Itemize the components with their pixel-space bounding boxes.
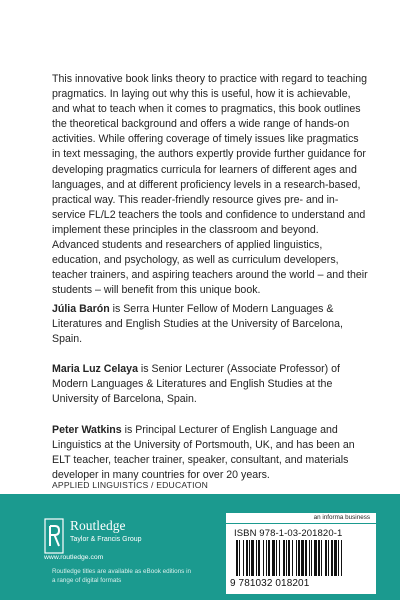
subject-category: APPLIED LINGUISTICS / EDUCATION [52, 480, 208, 490]
author-bio [52, 362, 368, 407]
author-bio [52, 423, 368, 483]
barcode-icon [234, 540, 370, 578]
book-description: This innovative book links theory to practice with regard to teaching pragmatics. In laying out why this is useful, how it is achievable, and what to teach when it comes to pragmatics, this book outlines the theoretical background and offers a wide range of hands-on activities. While offering coverage of timely issues like pragmatics in text messaging, the authors expertly provide further guidance for developing pragmatics curricula for learners of different ages and languages, and at different proficiency levels in a research-based, practical way. This reader-friendly resource gives pre- and in-service FL/L2 teachers the tools and confidence to understand and implement these principles in the classroom and beyond. Advanced students and researchers of applied linguistics, education, and psychology, as well as curriculum developers, teacher trainers, and aspiring teachers around the world – and their students – will benefit from this unique book. [52, 73, 368, 297]
barcode-digits: 9 781032 018201 [230, 578, 310, 589]
author-bios [52, 302, 368, 498]
publisher-name: Routledge [70, 518, 126, 533]
publisher-url[interactable]: www.routledge.com [44, 554, 104, 561]
description-block [52, 72, 368, 298]
publisher-footer [0, 494, 400, 600]
author-name: Júlia Barón [52, 303, 110, 315]
isbn: ISBN 978-1-03-201820-1 [234, 528, 343, 539]
barcode-block [226, 524, 376, 594]
author-bio-text: is Principal Lecturer of English Language and Linguistics at the University of Portsmouth, UK, and has been an ELT teacher, teacher trainer, speaker, consultant, and materials developer in many countries for over 20 years. [52, 423, 355, 481]
author-name: Peter Watkins [52, 423, 122, 436]
top-band [0, 0, 400, 20]
informa-tag [226, 513, 376, 523]
informa-text: an informa business [313, 514, 370, 521]
publisher-group: Taylor & Francis Group [70, 536, 142, 543]
author-bio-text: is Senior Lecturer (Associate Professor) of Modern Languages & Literatures and English Studies at the University of Barcelona, Spain. [52, 363, 340, 406]
routledge-r-logo-icon [44, 518, 64, 554]
author-bio [52, 302, 368, 347]
ebook-note: Routledge titles are available as eBook editions in a range of digital formats [52, 568, 191, 584]
author-name: Maria Luz Celaya [52, 363, 138, 376]
publisher-logo [44, 516, 204, 566]
author-bio-text: is Serra Hunter Fellow of Modern Languages & Literatures and English Studies at the University of Barcelona, Spain. [52, 303, 343, 346]
